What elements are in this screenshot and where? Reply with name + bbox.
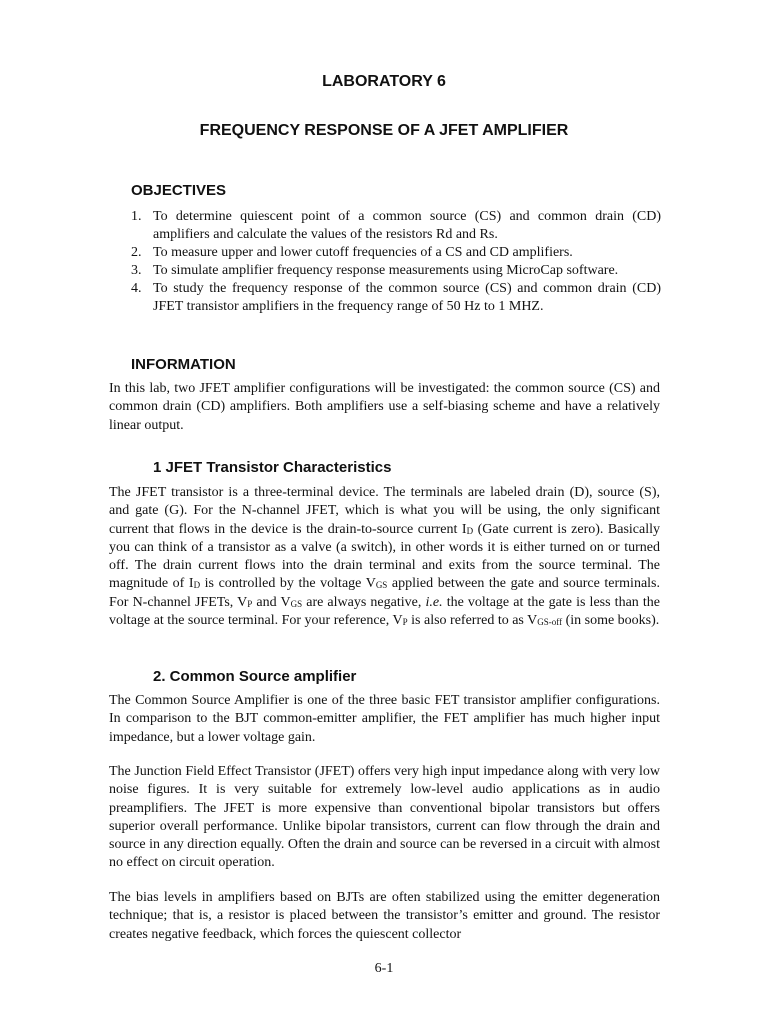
section2-paragraph-2: The Junction Field Effect Transistor (JFET) offers very high input impedance along with very low noise figures. It is very suitable for extremely low-level audio applications as in audio preamplifiers. The JFET is more expensive than conventional bipolar transistors but offers superior overall performance. Unlike bipolar transistors, current can flow through the drain and source in any direction equally. Often the drain and source can be reversed in a circuit with almost no effect on circuit operation. xyxy=(109,764,660,871)
subscript-d: D xyxy=(466,525,474,536)
lab-number-heading: LABORATORY 6 xyxy=(322,73,446,90)
subscript-p: P xyxy=(247,598,253,609)
subscript-gs-off: GS-off xyxy=(537,617,563,628)
page-title: FREQUENCY RESPONSE OF A JFET AMPLIFIER xyxy=(199,122,569,139)
objective-text: To determine quiescent point of a common source (CS) and common drain (CD) amplifiers and calculate the values of the resistors Rd and Rs. xyxy=(153,209,661,242)
text-run: and V xyxy=(252,594,291,610)
text-run: is also referred to as V xyxy=(407,613,538,629)
text-run: applied between the gate and source terminals. For N-channel JFETs, V xyxy=(109,576,660,610)
italic-ie: i.e. xyxy=(425,594,443,610)
objective-item xyxy=(131,244,661,262)
text-run: The JFET transistor is a three-terminal device. The terminals are labeled drain (D), source (S), and gate (G). For the N-channel JFET, which is what you will be using, the only significant current that flows in the device is the drain-to-source current I xyxy=(109,485,660,537)
text-run: (in some books). xyxy=(562,613,660,629)
information-heading: INFORMATION xyxy=(131,356,236,373)
section2-paragraph-3: The bias levels in amplifiers based on BJTs are often stabilized using the emitter degeneration technique; that is, a resistor is placed between the transistor’s emitter and ground. The resistor creates negative feedback, which forces the quiescent collector xyxy=(109,890,660,942)
objective-number: 2. xyxy=(131,245,142,260)
section1-heading: 1 JFET Transistor Characteristics xyxy=(153,459,392,476)
information-intro: In this lab, two JFET amplifier configurations will be investigated: the common source (CS) and common drain (CD) amplifiers. Both amplifiers use a self-biasing scheme and have a relatively linear output. xyxy=(109,381,660,433)
page-number: 6-1 xyxy=(374,961,394,976)
objectives-heading: OBJECTIVES xyxy=(131,182,227,199)
objective-item xyxy=(131,208,661,244)
text-run: is controlled by the voltage V xyxy=(200,576,376,592)
objective-number: 3. xyxy=(131,263,142,278)
subscript-p: P xyxy=(402,617,408,628)
objective-item xyxy=(131,262,661,280)
section1-paragraph xyxy=(109,484,660,630)
objective-text: To study the frequency response of the common source (CS) and common drain (CD) JFET transistor amplifiers in the frequency range of 50 Hz to 1 MHZ. xyxy=(153,281,661,314)
subscript-gs: GS xyxy=(290,598,303,609)
subscript-gs: GS xyxy=(375,580,388,591)
section2-paragraph-1: The Common Source Amplifier is one of the three basic FET transistor amplifier configurations. In comparison to the BJT common-emitter amplifier, the FET amplifier has much higher input impedance, but a lower voltage gain. xyxy=(109,693,660,745)
text-run: (Gate current is zero). Basically you can think of a transistor as a valve (a switch), in other words it is either turned on or turned off. The drain current flows into the drain terminal and exits from the source terminal. The magnitude of I xyxy=(109,521,660,592)
objective-item xyxy=(131,280,661,316)
objective-number: 1. xyxy=(131,209,142,224)
objective-text: To measure upper and lower cutoff frequencies of a CS and CD amplifiers. xyxy=(153,245,573,260)
objective-text: To simulate amplifier frequency response measurements using MicroCap software. xyxy=(153,263,619,278)
objectives-list xyxy=(131,208,661,316)
section2-heading: 2. Common Source amplifier xyxy=(153,668,357,685)
text-run: the voltage at the gate is less than the voltage at the source terminal. For your reference, V xyxy=(109,594,660,629)
text-run: are always negative, xyxy=(302,594,426,610)
subscript-d: D xyxy=(193,580,201,591)
objective-number: 4. xyxy=(131,281,142,296)
